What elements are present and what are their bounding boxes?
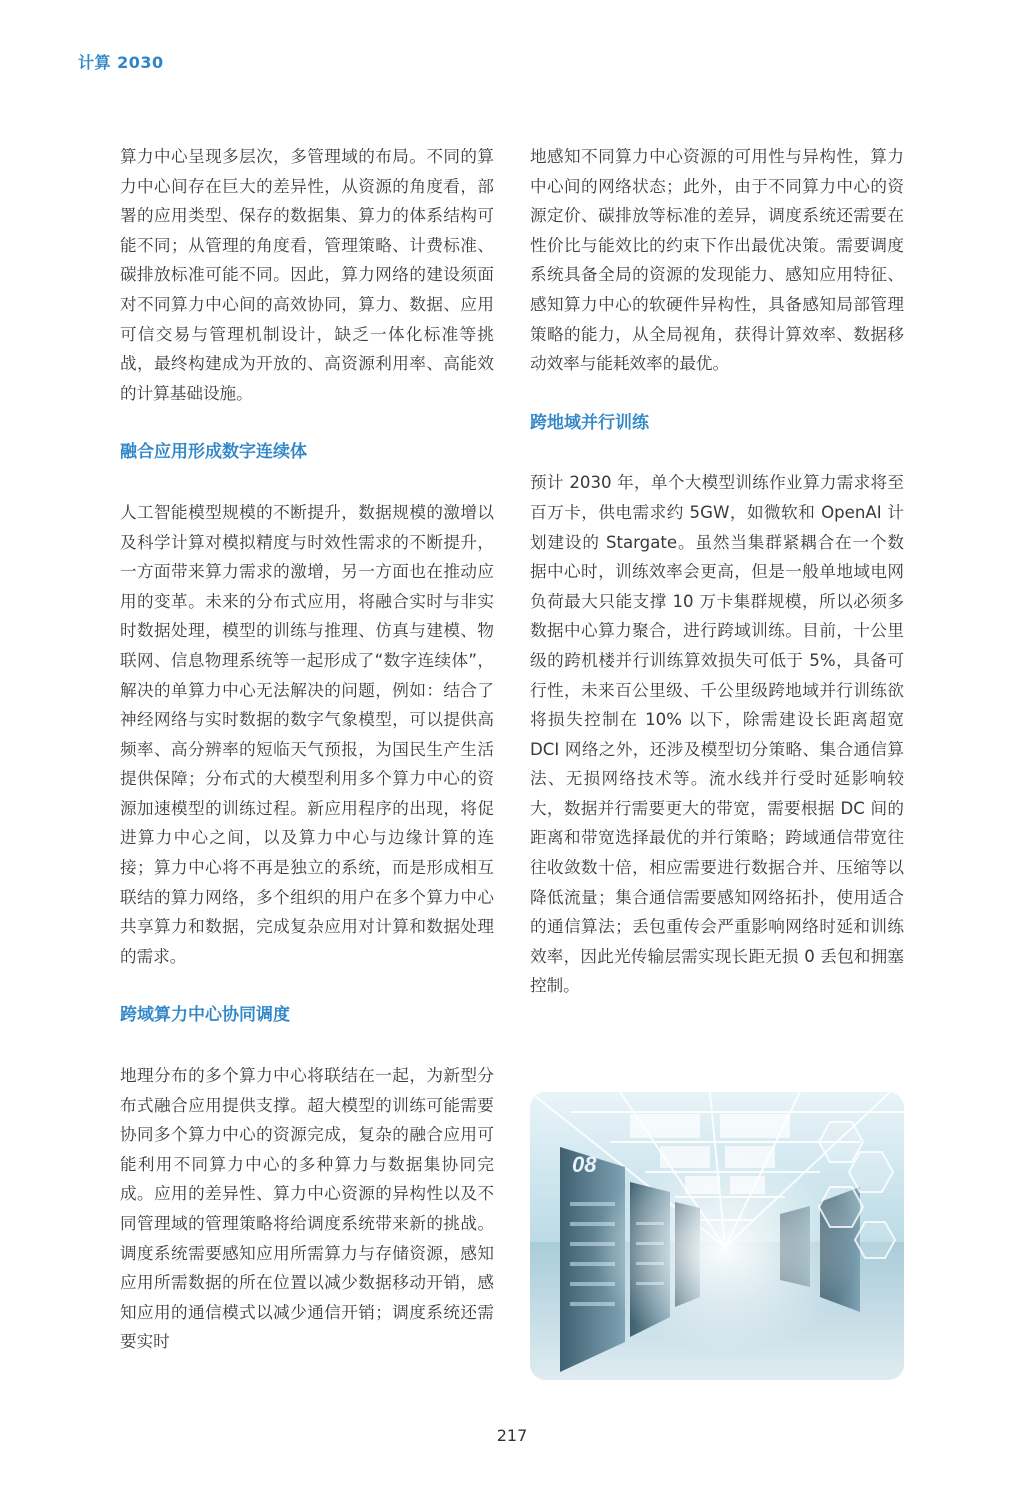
section-heading-cross-region-training: 跨地域并行训练 [530,412,649,433]
right-paragraph-2: 预计 2030 年，单个大模型训练作业算力需求将至百万卡，供电需求约 5GW，如微软和 OpenAI 计划建设的 Stargate。虽然当集群紧耦合在一个数据中心时，训练效率会更高，但是一般单地域电网负荷最大只能支撑 10 万卡集群规模，所以必须多数据中心算力聚合，进行跨域训练。目前，十公里级的跨机楼并行训练算效损失可低于 5%，具备可行性，未来百公里级、千公里级跨地域并行训练欲将损失控制在 10% 以下，除需建设长距离超宽 DCI 网络之外，还涉及模型切分策略、集合通信算法、无损网络技术等。流水线并行受时延影响较大，数据并行需要更大的带宽，需要根据 DC 间的距离和带宽选择最优的并行策略；跨域通信带宽往往收敛数十倍，相应需要进行数据合并、压缩等以降低流量；集合通信需要感知网络拓扑，使用适合的通信算法；丢包重传会严重影响网络时延和训练效率，因此光传输层需实现长距无损 0 丢包和拥塞控制。 [530,473,904,996]
page-number: 217 [496,1426,528,1445]
section-heading-cross-domain-scheduling: 跨域算力中心协同调度 [120,1005,290,1026]
data-center-photo [530,1092,904,1380]
left-paragraph-1: 算力中心呈现多层次，多管理域的布局。不同的算力中心间存在巨大的差异性，从资源的角度看，部署的应用类型、保存的数据集、算力的体系结构可能不同；从管理的角度看，管理策略、计费标准、碳排放标准可能不同。因此，算力网络的建设须面对不同算力中心间的高效协同，算力、数据、应用可信交易与管理机制设计，缺乏一体化标准等挑战，最终构建成为开放的、高资源利用率、高能效的计算基础设施。 [120,147,494,403]
left-column [120,142,494,1357]
right-paragraph-1: 地感知不同算力中心资源的可用性与异构性，算力中心间的网络状态；此外，由于不同算力中心的资源定价、碳排放等标准的差异，调度系统还需要在性价比与能效比的约束下作出最优决策。需要调度系统具备全局的资源的发现能力、感知应用特征、感知算力中心的软硬件异构性，具备感知局部管理策略的能力，从全局视角，获得计算效率、数据移动效率与能耗效率的最优。 [530,147,904,374]
section-heading-digital-continuum: 融合应用形成数字连续体 [120,442,307,463]
left-paragraph-2: 人工智能模型规模的不断提升，数据规模的激增以及科学计算对模拟精度与时效性需求的不断提升，一方面带来算力需求的激增，另一方面也在推动应用的变革。未来的分布式应用，将融合实时与非实时数据处理，模型的训练与推理、仿真与建模、物联网、信息物理系统等一起形成了“数字连续体”，解决的单算力中心无法解决的问题，例如：结合了神经网络与实时数据的数字气象模型，可以提供高频率、高分辨率的短临天气预报，为国民生产生活提供保障；分布式的大模型利用多个算力中心的资源加速模型的训练过程。新应用程序的出现，将促进算力中心之间，以及算力中心与边缘计算的连接；算力中心将不再是独立的系统，而是形成相互联结的算力网络，多个组织的用户在多个算力中心共享算力和数据，完成复杂应用对计算和数据处理的需求。 [120,502,494,966]
right-column [530,142,904,1001]
running-header-title: 计算 2030 [78,53,164,72]
left-paragraph-3: 地理分布的多个算力中心将联结在一起，为新型分布式融合应用提供支撑。超大模型的训练可能需要协同多个算力中心的资源完成，复杂的融合应用可能利用不同算力中心的多种算力与数据集协同完成。应用的差异性、算力中心资源的异构性以及不同管理域的管理策略将给调度系统带来新的挑战。调度系统需要感知应用所需算力与存储资源，感知应用所需数据的所在位置以减少数据移动开销，感知应用的通信模式以减少通信开销；调度系统还需要实时 [120,1066,494,1352]
